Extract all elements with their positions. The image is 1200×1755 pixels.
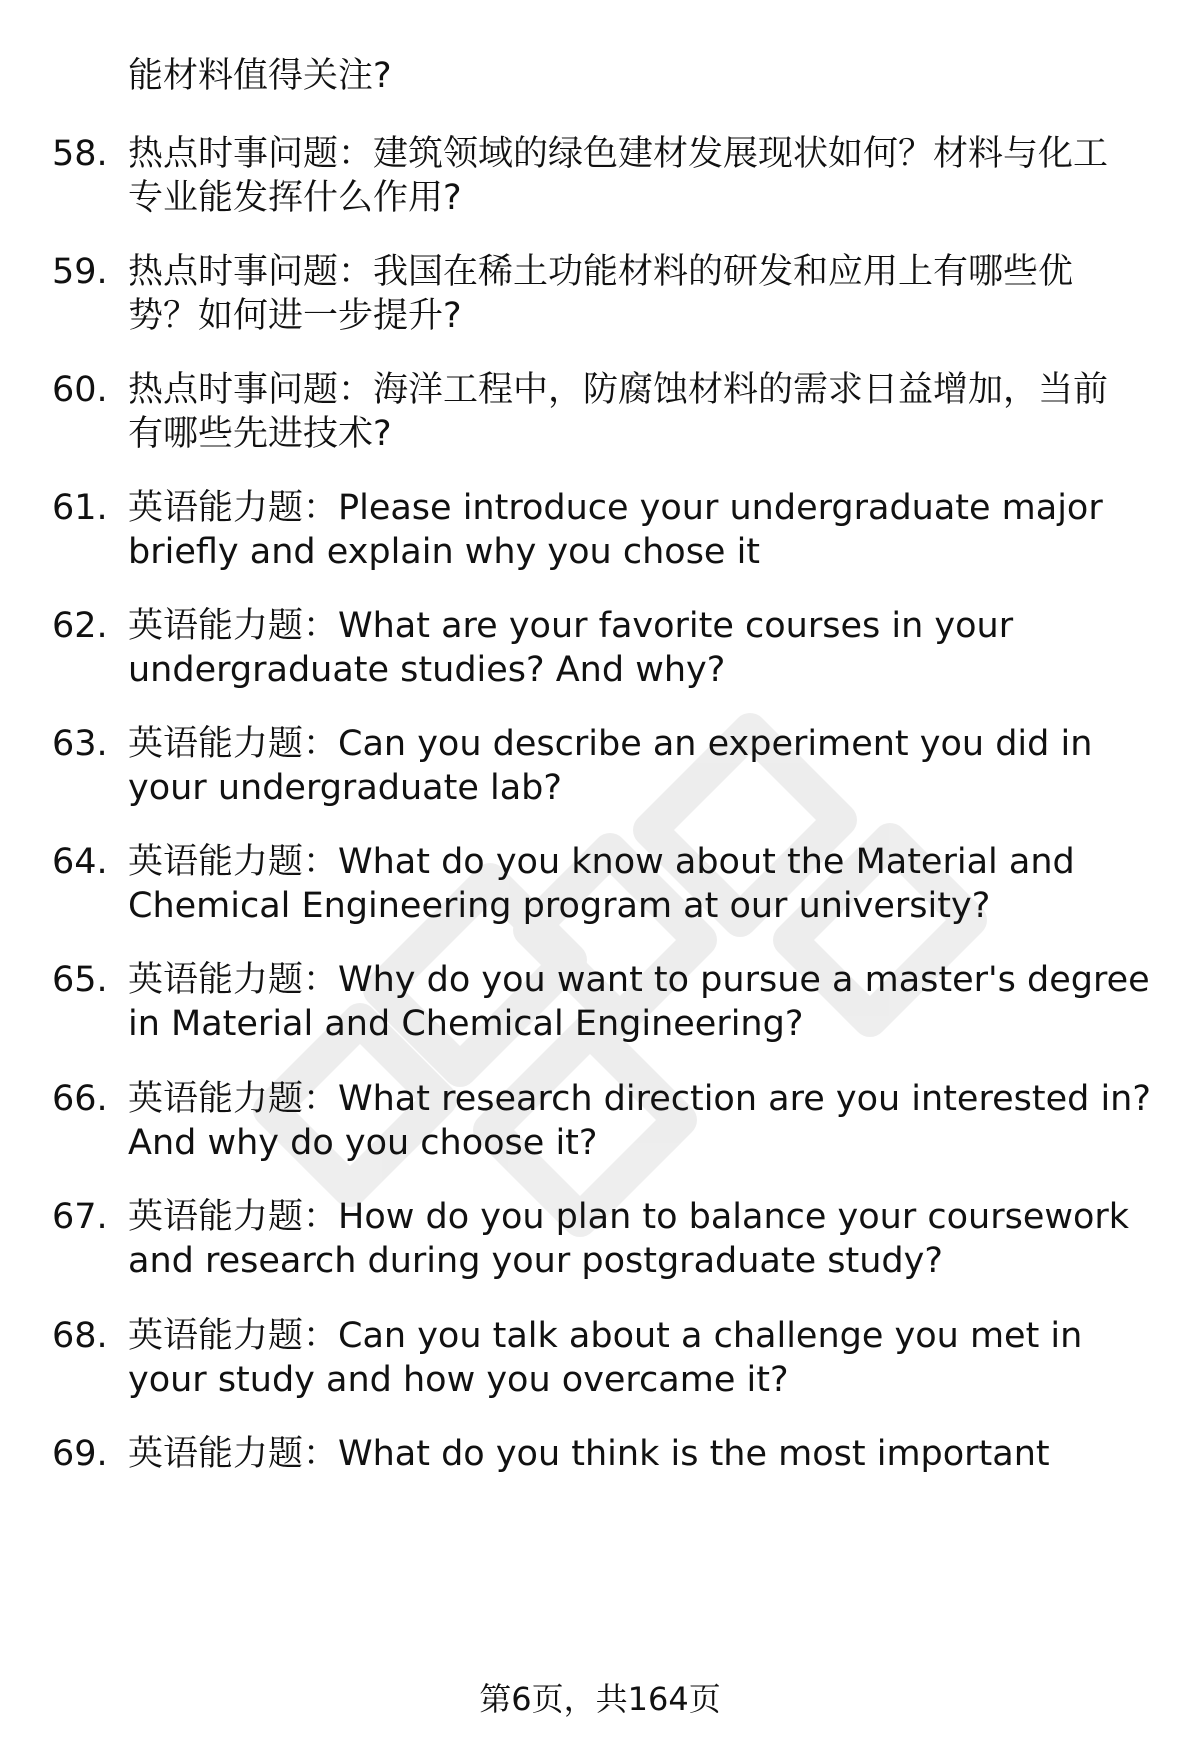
item-line: 势？如何进一步提升? [128, 296, 462, 336]
item-line: 英语能力题：Can you describe an experiment you did in [128, 724, 1093, 764]
item-line: undergraduate studies? And why? [128, 650, 726, 690]
item-line: 英语能力题：Please introduce your undergraduate major [128, 488, 1103, 528]
item-line: 热点时事问题：我国在稀土功能材料的研发和应用上有哪些优 [128, 252, 1074, 292]
item-line: 热点时事问题：海洋工程中，防腐蚀材料的需求日益增加，当前 [128, 370, 1109, 410]
item-number: 66. [52, 1079, 108, 1119]
item-line: And why do you choose it? [128, 1123, 598, 1163]
item-line: 英语能力题：How do you plan to balance your coursework [128, 1197, 1130, 1237]
page-number-footer: 第6页，共164页 [479, 1680, 721, 1718]
item-line: in Material and Chemical Engineering? [128, 1004, 804, 1044]
item-number: 65. [52, 960, 108, 1000]
item-number: 59. [52, 252, 108, 292]
item-number: 61. [52, 488, 108, 528]
item-line: Chemical Engineering program at our university? [128, 886, 991, 926]
item-line: 英语能力题：Why do you want to pursue a master's degree [128, 960, 1150, 1000]
item-number: 67. [52, 1197, 108, 1237]
item-number: 63. [52, 724, 108, 764]
item-line: 英语能力题：What do you think is the most important [128, 1434, 1050, 1474]
item-line: 英语能力题：What research direction are you interested in? [128, 1079, 1151, 1119]
item-line: 专业能发挥什么作用? [128, 178, 462, 218]
item-line: 英语能力题：Can you talk about a challenge you met in [128, 1316, 1083, 1356]
item-line: 有哪些先进技术? [128, 414, 392, 454]
item-line: 英语能力题：What do you know about the Material and [128, 842, 1075, 882]
item-number: 62. [52, 606, 108, 646]
item-line: and research during your postgraduate study? [128, 1241, 943, 1281]
item-line: 热点时事问题：建筑领域的绿色建材发展现状如何？材料与化工 [128, 134, 1109, 174]
item-number: 58. [52, 134, 108, 174]
item-line: your study and how you overcame it? [128, 1360, 789, 1400]
item-line: briefly and explain why you chose it [128, 532, 761, 572]
item-line: 能材料值得关注? [128, 56, 392, 96]
item-line: 英语能力题：What are your favorite courses in your [128, 606, 1014, 646]
item-line: your undergraduate lab? [128, 768, 562, 808]
item-number: 68. [52, 1316, 108, 1356]
item-number: 64. [52, 842, 108, 882]
item-number: 60. [52, 370, 108, 410]
item-number: 69. [52, 1434, 108, 1474]
